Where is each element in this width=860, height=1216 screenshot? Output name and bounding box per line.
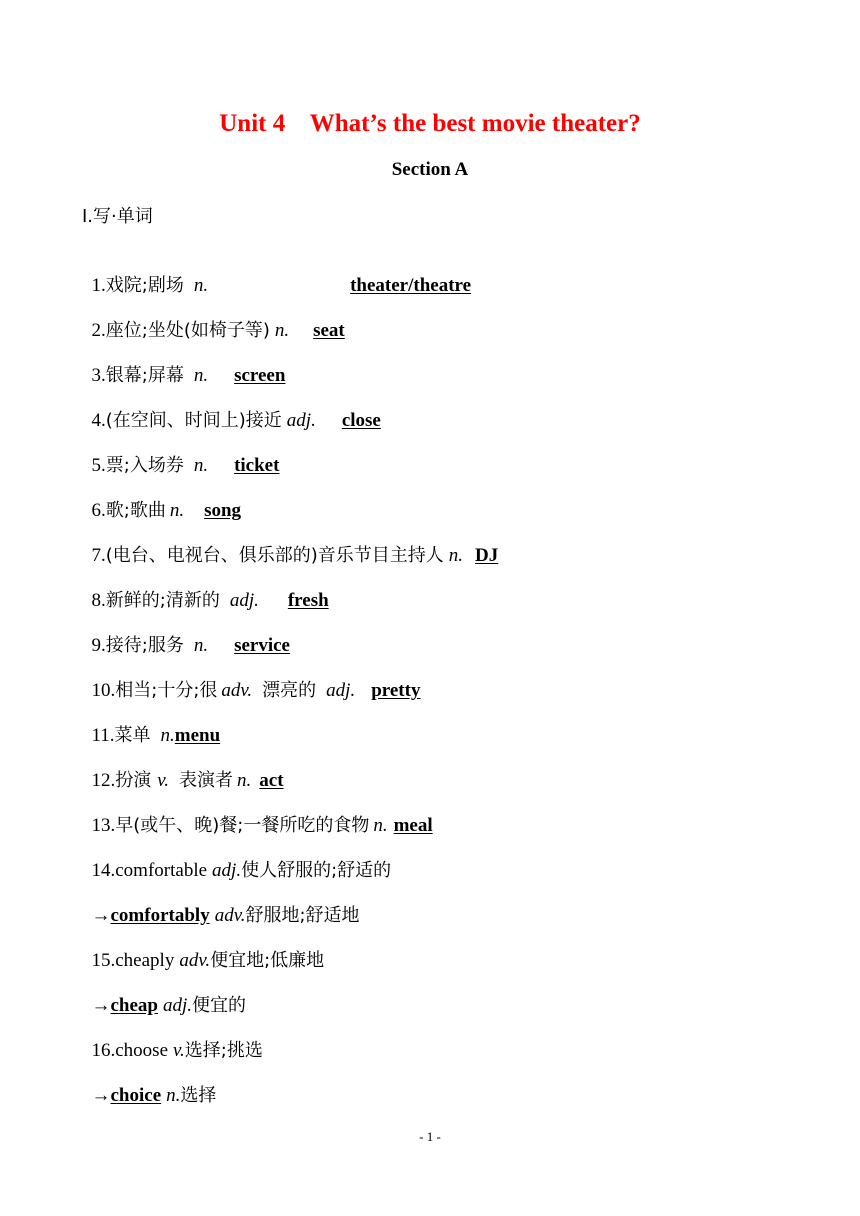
answer-word: ticket <box>234 455 280 476</box>
chinese-meaning: 相当;十分;很 <box>115 680 218 701</box>
part-of-speech: adv. <box>214 905 246 926</box>
english-word: cheaply <box>115 950 175 971</box>
arrow-icon: → <box>91 995 111 1016</box>
answer-word: comfortably <box>110 905 210 926</box>
vocab-item-1 <box>82 250 471 298</box>
chinese-meaning-2: 表演者 <box>179 770 234 791</box>
vocab-item-5 <box>82 430 279 478</box>
part-of-speech: n. <box>193 455 209 476</box>
part-of-speech: n. <box>160 725 175 746</box>
chinese-meaning: 便宜地;低廉地 <box>210 950 325 971</box>
chinese-meaning: 票;入场券 <box>105 455 184 476</box>
part-of-speech-2: adj. <box>326 680 356 701</box>
chinese-meaning: 选择;挑选 <box>184 1040 263 1061</box>
item-number: 12. <box>91 770 116 791</box>
item-number: 1. <box>91 275 106 296</box>
vocab-item-14 <box>82 835 391 883</box>
chinese-meaning: 银幕;屏幕 <box>105 365 184 386</box>
item-number: 9. <box>91 635 106 656</box>
vocab-item-6 <box>82 475 241 523</box>
vocab-item-4 <box>82 385 381 433</box>
vocab-item-9 <box>82 610 290 658</box>
answer-word: cheap <box>110 995 158 1016</box>
derivative-line <box>82 880 360 928</box>
answer-word: theater/theatre <box>350 275 472 296</box>
answer-word: act <box>259 770 284 791</box>
answer-word: fresh <box>287 590 329 611</box>
part-of-speech-2: n. <box>237 770 252 791</box>
vocab-item-16 <box>82 1015 263 1063</box>
vocab-item-12 <box>82 745 284 793</box>
part-of-speech: v. <box>157 770 170 791</box>
answer-word: DJ <box>475 545 499 566</box>
part-of-speech: adv. <box>179 950 211 971</box>
part-of-speech: v. <box>173 1040 185 1061</box>
vocab-item-2 <box>82 295 345 343</box>
item-number: 6. <box>91 500 106 521</box>
item-number: 16. <box>91 1040 116 1061</box>
item-number: 11. <box>91 725 115 746</box>
chinese-meaning-2: 漂亮的 <box>262 680 317 701</box>
part-of-speech: n. <box>193 275 209 296</box>
answer-word: pretty <box>371 680 421 701</box>
vocab-item-10 <box>82 655 420 703</box>
part-of-speech: n. <box>169 500 185 521</box>
chinese-meaning: 接待;服务 <box>105 635 184 656</box>
english-word: comfortable <box>115 860 208 881</box>
part-of-speech: adj. <box>212 860 242 881</box>
part-of-speech: adv. <box>221 680 253 701</box>
vocab-item-13 <box>82 790 433 838</box>
chinese-meaning: (电台、电视台、俱乐部的)音乐节目主持人 <box>105 545 444 566</box>
section-heading: Ⅰ.写·单词 <box>82 206 153 227</box>
chinese-meaning: 早(或午、晚)餐;一餐所吃的食物 <box>115 815 370 836</box>
item-number: 15. <box>91 950 116 971</box>
part-of-speech: adj. <box>229 590 259 611</box>
item-number: 4. <box>91 410 106 431</box>
chinese-meaning: 舒服地;舒适地 <box>245 905 360 926</box>
chinese-meaning: 扮演 <box>115 770 152 791</box>
part-of-speech: n. <box>274 320 290 341</box>
english-word: choose <box>115 1040 169 1061</box>
part-of-speech: adj. <box>286 410 316 431</box>
answer-word: close <box>341 410 381 431</box>
item-number: 2. <box>91 320 106 341</box>
item-number: 3. <box>91 365 106 386</box>
chinese-meaning: 便宜的 <box>192 995 247 1016</box>
item-number: 5. <box>91 455 106 476</box>
answer-word: choice <box>110 1085 162 1106</box>
section-subtitle: Section A <box>391 159 469 180</box>
answer-word: menu <box>174 725 221 746</box>
vocab-item-7 <box>82 520 498 568</box>
arrow-icon: → <box>91 905 111 926</box>
answer-word: song <box>204 500 242 521</box>
chinese-meaning: 使人舒服的;舒适的 <box>241 860 392 881</box>
part-of-speech: n. <box>166 1085 181 1106</box>
answer-word: screen <box>234 365 286 386</box>
part-of-speech: adj. <box>163 995 193 1016</box>
vocab-item-3 <box>82 340 285 388</box>
item-number: 8. <box>91 590 106 611</box>
arrow-icon: → <box>91 1085 111 1106</box>
item-number: 7. <box>91 545 106 566</box>
part-of-speech: n. <box>193 635 209 656</box>
part-of-speech: n. <box>373 815 388 836</box>
derivative-line <box>82 1060 216 1108</box>
chinese-meaning: 歌;歌曲 <box>105 500 166 521</box>
answer-word: service <box>234 635 290 656</box>
chinese-meaning: 座位;坐处(如椅子等) <box>105 320 270 341</box>
unit-title: Unit 4 What’s the best movie theater? <box>219 110 641 137</box>
vocab-item-11 <box>82 700 220 748</box>
chinese-meaning: 菜单 <box>114 725 151 746</box>
item-number: 13. <box>91 815 116 836</box>
answer-word: meal <box>393 815 433 836</box>
item-number: 10. <box>91 680 116 701</box>
chinese-meaning: 新鲜的;清新的 <box>105 590 220 611</box>
part-of-speech: n. <box>193 365 209 386</box>
vocab-item-8 <box>82 565 329 613</box>
chinese-meaning: (在空间、时间上)接近 <box>105 410 282 431</box>
vocab-item-15 <box>82 925 324 973</box>
item-number: 14. <box>91 860 116 881</box>
answer-word: seat <box>313 320 345 341</box>
part-of-speech: n. <box>448 545 464 566</box>
page-number: - 1 - <box>419 1129 441 1144</box>
derivative-line <box>82 970 246 1018</box>
chinese-meaning: 选择 <box>180 1085 217 1106</box>
chinese-meaning: 戏院;剧场 <box>105 275 184 296</box>
